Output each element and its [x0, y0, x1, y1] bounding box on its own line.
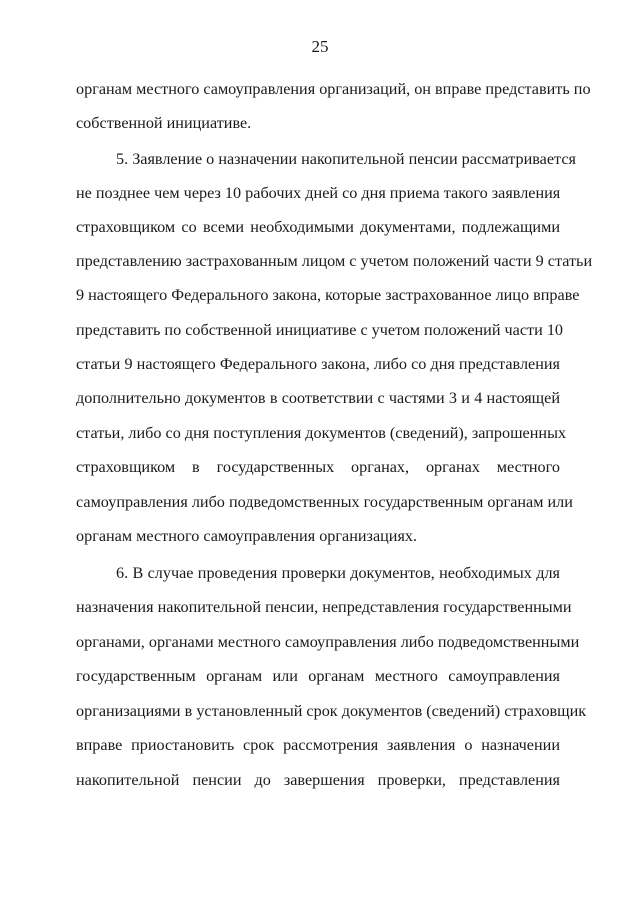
text-line: органам местного самоуправления организаций, он вправе представить по — [76, 80, 591, 98]
text-line: самоуправления либо подведомственных государственным органам или — [76, 493, 573, 511]
text-line: накопительной пенсии до завершения проверки, представления — [76, 771, 560, 789]
text-line: собственной инициативе. — [76, 114, 252, 132]
text-line: не позднее чем через 10 рабочих дней со дня приема такого заявления — [76, 184, 561, 202]
text-line: органам местного самоуправления организациях. — [76, 527, 418, 545]
text-line: вправе приостановить срок рассмотрения заявления о назначении — [76, 736, 560, 754]
text-line: организациями в установленный срок документов (сведений) страховщик — [76, 702, 587, 720]
paragraph-5-first-line: 5. Заявление о назначении накопительной пенсии рассматривается — [116, 150, 576, 168]
text-line: государственным органам или органам местного самоуправления — [76, 667, 560, 685]
text-line: дополнительно документов в соответствии с частями 3 и 4 настоящей — [76, 389, 560, 407]
text-line: 9 настоящего Федерального закона, которые застрахованное лицо вправе — [76, 286, 580, 304]
text-line: представить по собственной инициативе с учетом положений части 10 — [76, 321, 564, 339]
text-line: назначения накопительной пенсии, непредставления государственными — [76, 598, 572, 616]
text-line: представлению застрахованным лицом с учетом положений части 9 статьи — [76, 252, 593, 270]
text-line: страховщиком в государственных органах, органах местного — [76, 458, 560, 476]
page-number: 25 — [311, 37, 329, 56]
text-line: статьи, либо со дня поступления документов (сведений), запрошенных — [76, 424, 567, 442]
text-line: статьи 9 настоящего Федерального закона, либо со дня представления — [76, 355, 560, 373]
text-line: страховщиком со всеми необходимыми документами, подлежащими — [76, 218, 560, 236]
text-line: органами, органами местного самоуправления либо подведомственными — [76, 633, 580, 651]
paragraph-6-first-line: 6. В случае проведения проверки документов, необходимых для — [116, 564, 560, 582]
